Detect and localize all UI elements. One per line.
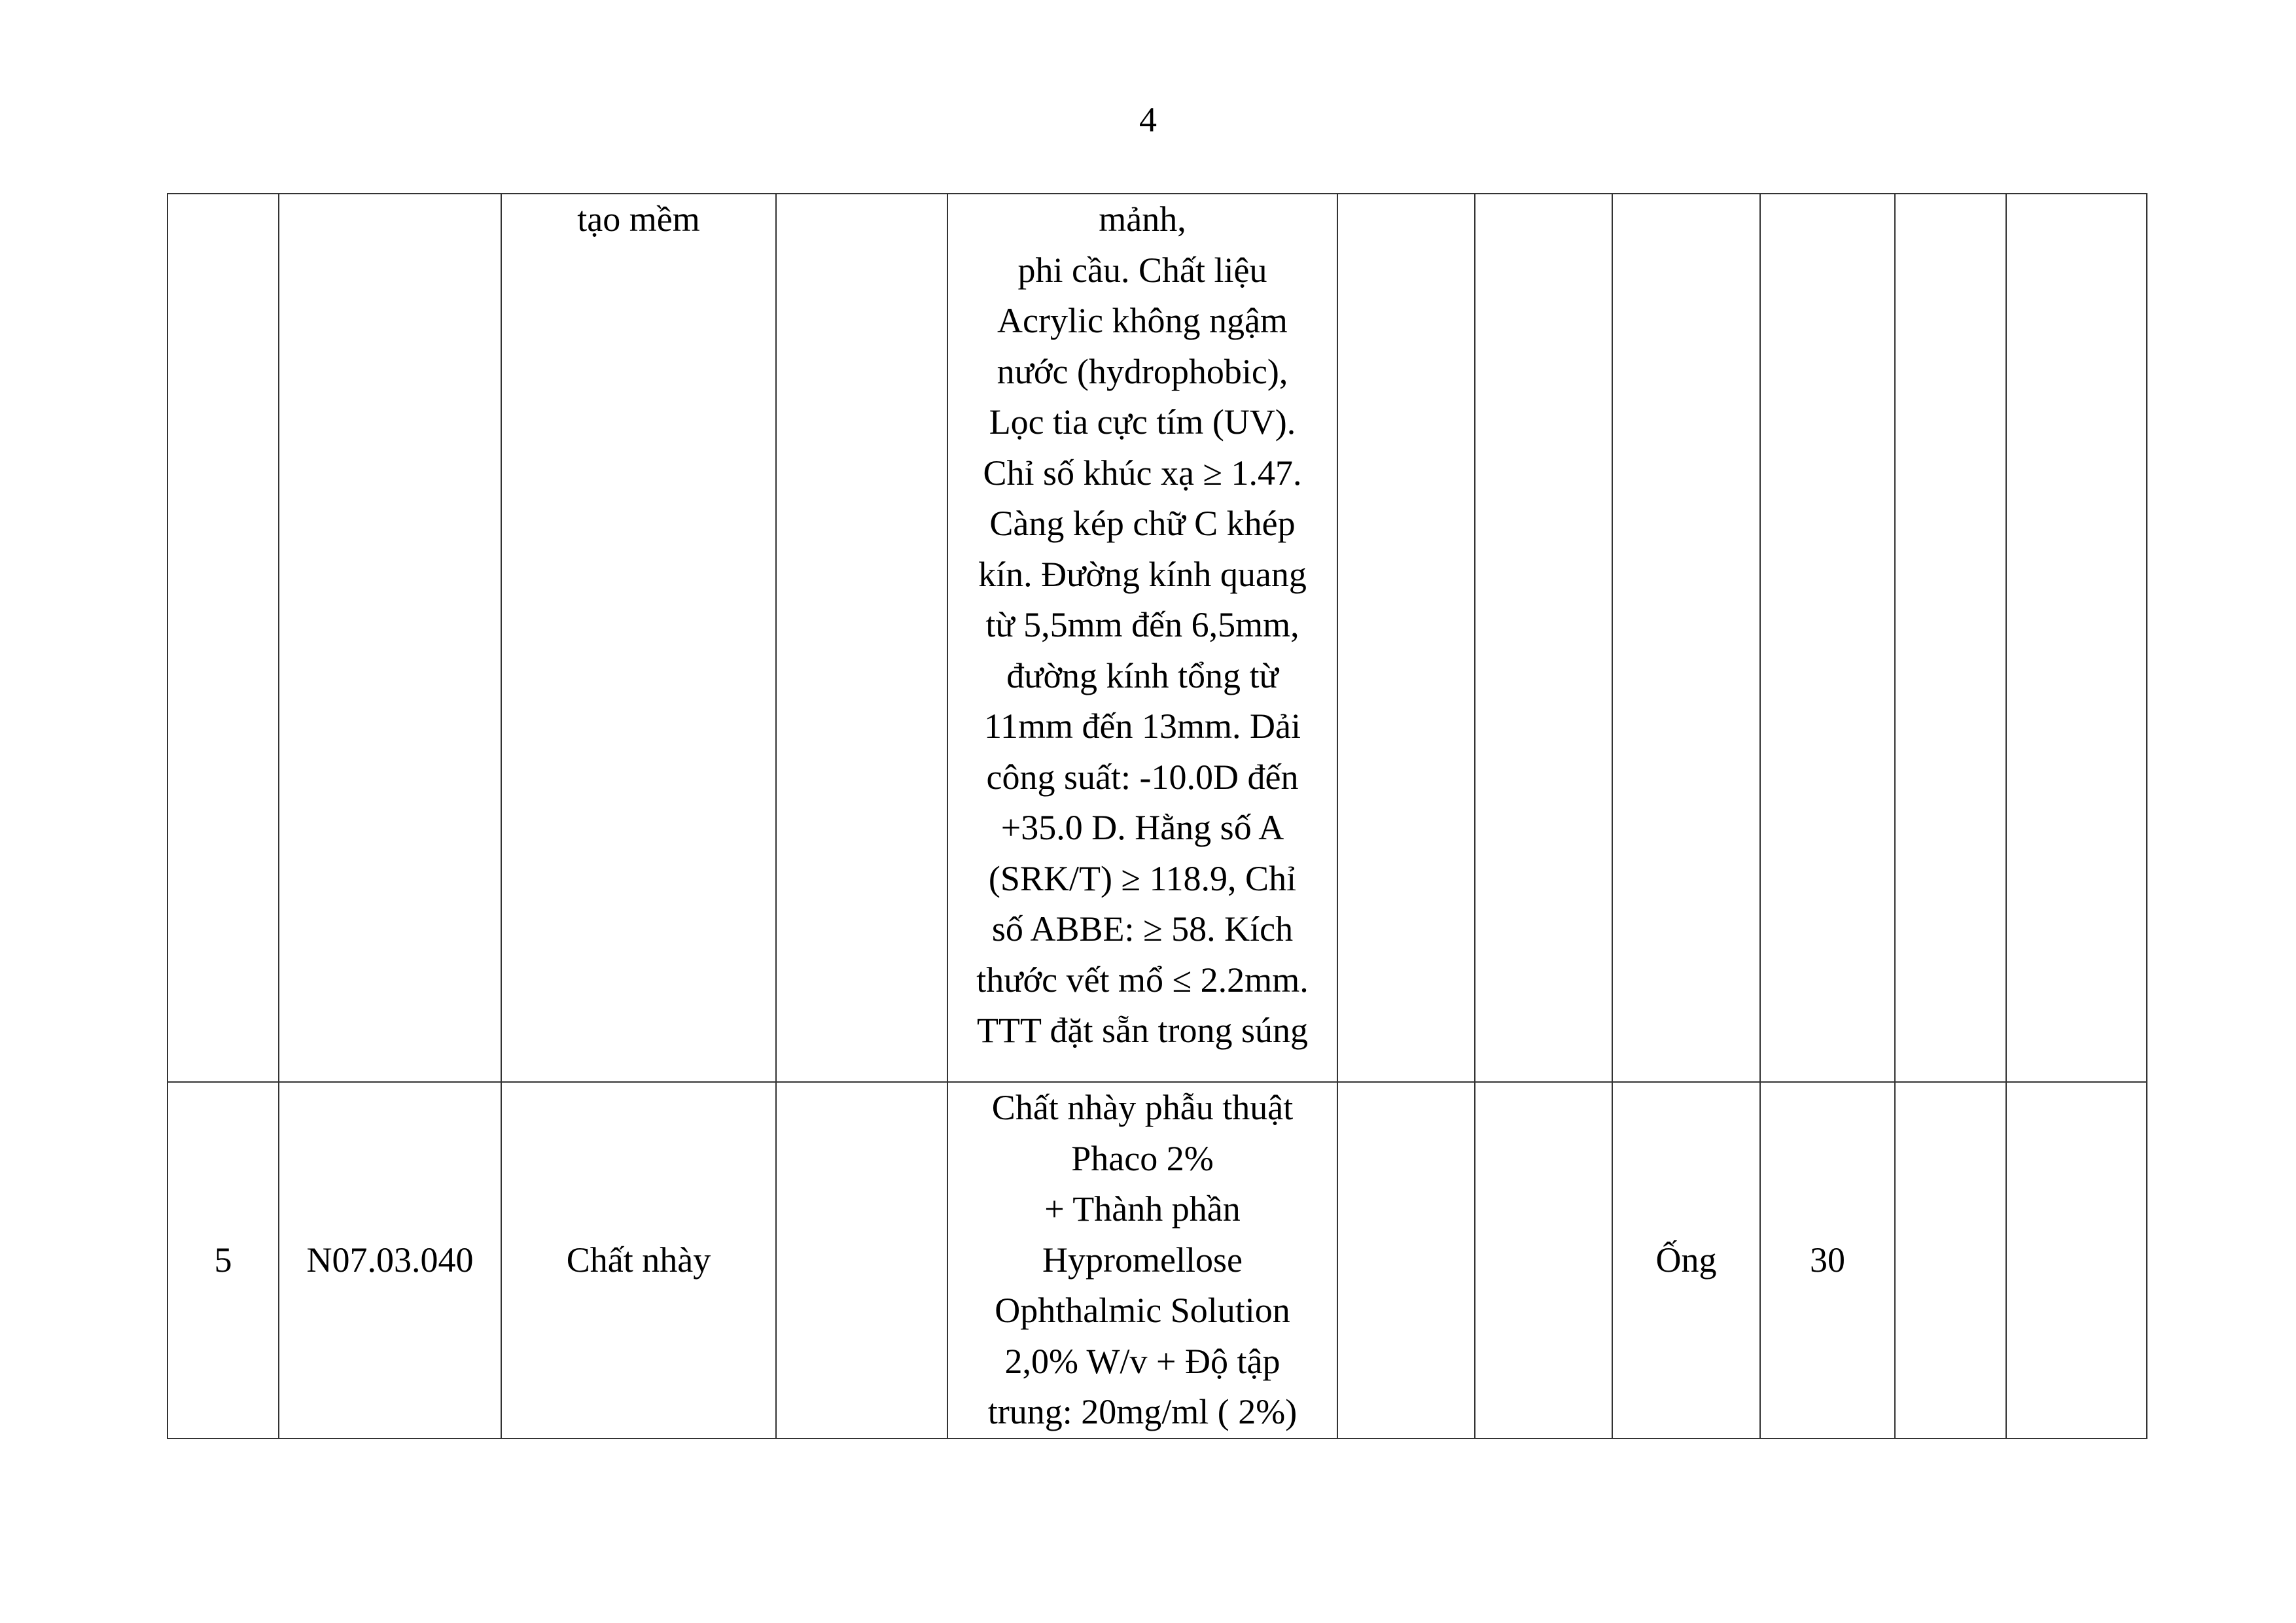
description-line: nước (hydrophobic), xyxy=(997,351,1288,391)
description-line: Chỉ số khúc xạ ≥ 1.47. xyxy=(983,453,1302,493)
description-line: + Thành phần xyxy=(1044,1189,1241,1229)
description-line: từ 5,5mm đến 6,5mm, xyxy=(985,605,1299,644)
description-line: 11mm đến 13mm. Dải xyxy=(984,707,1301,746)
cell-code xyxy=(279,194,501,1082)
cell-empty xyxy=(776,1082,947,1439)
cell-quantity xyxy=(1760,194,1895,1082)
description-line: kín. Đường kính quang xyxy=(978,554,1307,594)
description-line: Phaco 2% xyxy=(1071,1138,1214,1178)
description-line: đường kính tổng từ xyxy=(1006,655,1279,695)
cell-stt: 5 xyxy=(168,1082,279,1439)
description-line: Chất nhày phẫu thuật xyxy=(991,1088,1294,1127)
description-line: phi cầu. Chất liệu xyxy=(1017,250,1267,290)
description-line: số ABBE: ≥ 58. Kích xyxy=(991,909,1294,949)
cell-empty xyxy=(1337,194,1475,1082)
page-number: 4 xyxy=(1139,100,1157,139)
cell-empty xyxy=(1475,1082,1612,1439)
description-line: Acrylic không ngậm xyxy=(997,301,1288,340)
description-line: TTT đặt sẵn trong súng xyxy=(977,1011,1308,1050)
document-table xyxy=(167,193,2147,1439)
cell-empty xyxy=(1895,1082,2006,1439)
cell-empty xyxy=(1895,194,2006,1082)
cell-description xyxy=(947,1082,1337,1439)
description-line: +35.0 D. Hằng số A xyxy=(1000,808,1284,847)
cell-name: Chất nhày xyxy=(501,1082,776,1439)
description-line: Càng kép chữ C khép xyxy=(989,504,1296,543)
cell-empty xyxy=(776,194,947,1082)
description-line: 2,0% W/v + Độ tập xyxy=(1004,1341,1280,1381)
cell-empty xyxy=(1337,1082,1475,1439)
cell-description xyxy=(947,194,1337,1082)
cell-code: N07.03.040 xyxy=(279,1082,501,1439)
cell-unit: Ống xyxy=(1612,1082,1760,1439)
table-row xyxy=(168,194,2147,1082)
cell-empty xyxy=(2006,1082,2147,1439)
description-line: Hypromellose xyxy=(1042,1240,1243,1280)
description-line: trung: 20mg/ml ( 2%) xyxy=(987,1392,1298,1431)
cell-quantity: 30 xyxy=(1760,1082,1895,1439)
description-line: công suất: -10.0D đến xyxy=(986,757,1299,797)
cell-name: tạo mềm xyxy=(501,194,776,1082)
description-line: mảnh, xyxy=(1099,200,1186,239)
cell-empty xyxy=(2006,194,2147,1082)
description-line: Ophthalmic Solution xyxy=(995,1291,1290,1330)
cell-stt xyxy=(168,194,279,1082)
description-line: (SRK/T) ≥ 118.9, Chỉ xyxy=(988,858,1297,898)
description-line: Lọc tia cực tím (UV). xyxy=(989,402,1296,442)
description-line: thước vết mổ ≤ 2.2mm. xyxy=(976,960,1309,1000)
table-row xyxy=(168,1082,2147,1439)
cell-empty xyxy=(1475,194,1612,1082)
cell-unit xyxy=(1612,194,1760,1082)
